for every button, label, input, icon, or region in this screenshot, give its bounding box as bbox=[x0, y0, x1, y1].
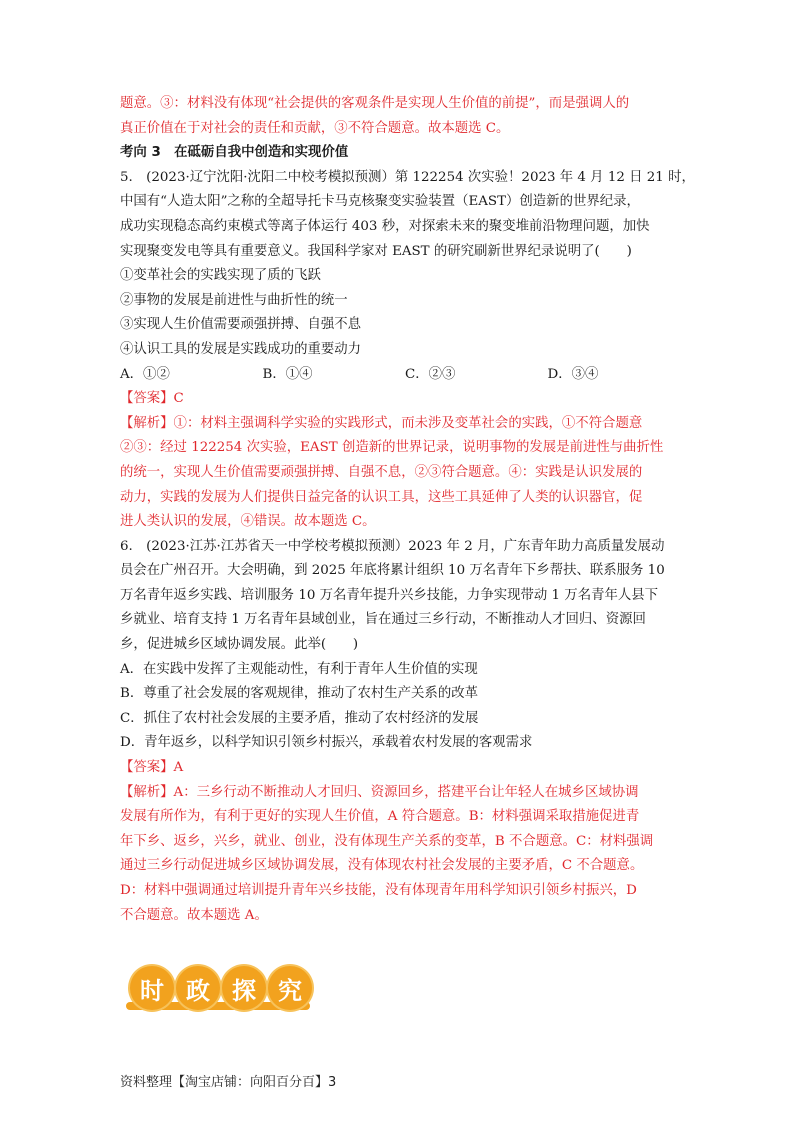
q5-analysis-2: ②③：经过 122254 次实验，EAST 创造新的世界记录，说明事物的发展是前进性与曲折性 bbox=[120, 440, 664, 456]
banner-char-4: 究 bbox=[268, 966, 312, 1010]
q5-option-d: D．③④ bbox=[547, 366, 599, 382]
q6-analysis-1: 【解析】A：三乡行动不断推动人才回归、资源回乡，搭建平台让年轻人在城乡区域协调 bbox=[120, 784, 639, 800]
q6-analysis-4: 通过三乡行动促进城乡区域协调发展，没有体现农村社会发展的主要矛盾，C 不合题意。 bbox=[120, 858, 644, 874]
q6-analysis-2: 发展有所作为，有利于更好的实现人生价值，A 符合题意。B：材料强调采取措施促进青 bbox=[120, 809, 640, 825]
q6-stem-2: 员会在广州召开。大会明确，到 2025 年底将累计组织 10 万名青年下乡帮扶、联系服务 10 bbox=[120, 563, 665, 579]
q5-analysis-4: 动力，实践的发展为人们提供日益完备的认识工具，这些工具延伸了人类的认识器官，促 bbox=[120, 489, 643, 505]
q5-option-c: C．②③ bbox=[405, 366, 456, 382]
q5-answer: 【答案】C bbox=[120, 391, 184, 407]
q5-item-3: ③实现人生价值需要顽强拼搏、自强不息 bbox=[120, 317, 362, 333]
q5-analysis-3: 的统一，实现人生价值需要顽强拼搏、自强不息，②③符合题意。④：实践是认识发展的 bbox=[120, 464, 643, 480]
q6-analysis-3: 年下乡、返乡，兴乡，就业、创业，没有体现生产关系的变革，B 不合题意。C：材料强调 bbox=[120, 833, 654, 849]
section-title: 考向 3 在砥砺自我中创造和实现价值 bbox=[120, 145, 349, 161]
q6-stem-3: 万名青年返乡实践、培训服务 10 万名青年提升兴乡技能，力争实现带动 1 万名青年人县下 bbox=[120, 587, 659, 603]
q5-item-2: ②事物的发展是前进性与曲折性的统一 bbox=[120, 292, 348, 308]
q5-stem-3: 成功实现稳态高约束模式等离子体运行 403 秒，对探索未来的聚变堆前沿物理问题，加快 bbox=[120, 218, 650, 234]
q6-option-c: C．抓住了农村社会发展的主要矛盾，推动了农村经济的发展 bbox=[120, 710, 479, 726]
q5-item-4: ④认识工具的发展是实践成功的重要动力 bbox=[120, 341, 362, 357]
q6-stem-1: 6. (2023·江苏·江苏省天一中学校考模拟预测）2023 年 2 月，广东青年助力高质量发展动 bbox=[120, 538, 665, 554]
q5-option-a: A．①② bbox=[120, 366, 170, 382]
q5-analysis-1: 【解析】①：材料主强调科学实验的实践形式，而未涉及变革社会的实践，①不符合题意 bbox=[120, 415, 643, 431]
q5-options bbox=[120, 363, 690, 388]
current-affairs-banner bbox=[126, 966, 310, 1026]
q5-stem-4: 实现聚变发电等具有重要意义。我国科学家对 EAST 的研究刷新世界纪录说明了( ) bbox=[120, 243, 632, 259]
q5-analysis-5: 进人类认识的发展，④错误。故本题选 C。 bbox=[120, 514, 376, 530]
q5-stem-1: 5. (2023·辽宁沈阳·沈阳二中校考模拟预测）第 122254 次实验！2023 年 4 月 12 日 21 时， bbox=[120, 169, 695, 185]
document-body bbox=[120, 92, 695, 928]
q6-stem-5: 乡，促进城乡区域协调发展。此举( ) bbox=[120, 637, 359, 653]
q6-option-a: A．在实践中发挥了主观能动性，有利于青年人生价值的实现 bbox=[120, 661, 478, 677]
intro-line-1: 题意。③：材料没有体现“社会提供的客观条件是实现人生价值的前提”，而是强调人的 bbox=[120, 96, 630, 111]
q6-answer: 【答案】A bbox=[120, 760, 184, 776]
intro-line-2: 真正价值在于对社会的责任和贡献，③不符合题意。故本题选 C。 bbox=[120, 120, 510, 136]
q6-stem-4: 乡就业、培育支持 1 万名青年县域创业，旨在通过三乡行动，不断推动人才回归、资源回 bbox=[120, 612, 646, 628]
q5-option-b: B．①④ bbox=[262, 366, 313, 382]
q5-stem-2: 中国有“人造太阳”之称的全超导托卡马克核聚变实验装置（EAST）创造新的世界纪录， bbox=[120, 194, 640, 210]
q6-option-d: D．青年返乡，以科学知识引领乡村振兴，承载着农村发展的客观需求 bbox=[120, 735, 533, 751]
q6-analysis-6: 不合题意。故本题选 A。 bbox=[120, 907, 268, 923]
page-footer: 资料整理【淘宝店铺：向阳百分百】3 bbox=[120, 1075, 337, 1090]
q5-item-1: ①变革社会的实践实现了质的飞跃 bbox=[120, 268, 321, 284]
question-6 bbox=[120, 535, 690, 929]
q6-analysis-5: D：材料中强调通过培训提升青年兴乡技能，没有体现青年用科学知识引领乡村振兴，D bbox=[120, 883, 637, 898]
question-5 bbox=[120, 166, 695, 535]
q6-option-b: B．尊重了社会发展的客观规律，推动了农村生产关系的改革 bbox=[120, 686, 478, 702]
banner-char-2: 政 bbox=[176, 966, 220, 1010]
banner-char-1: 时 bbox=[130, 966, 174, 1010]
banner-char-3: 探 bbox=[222, 966, 266, 1010]
